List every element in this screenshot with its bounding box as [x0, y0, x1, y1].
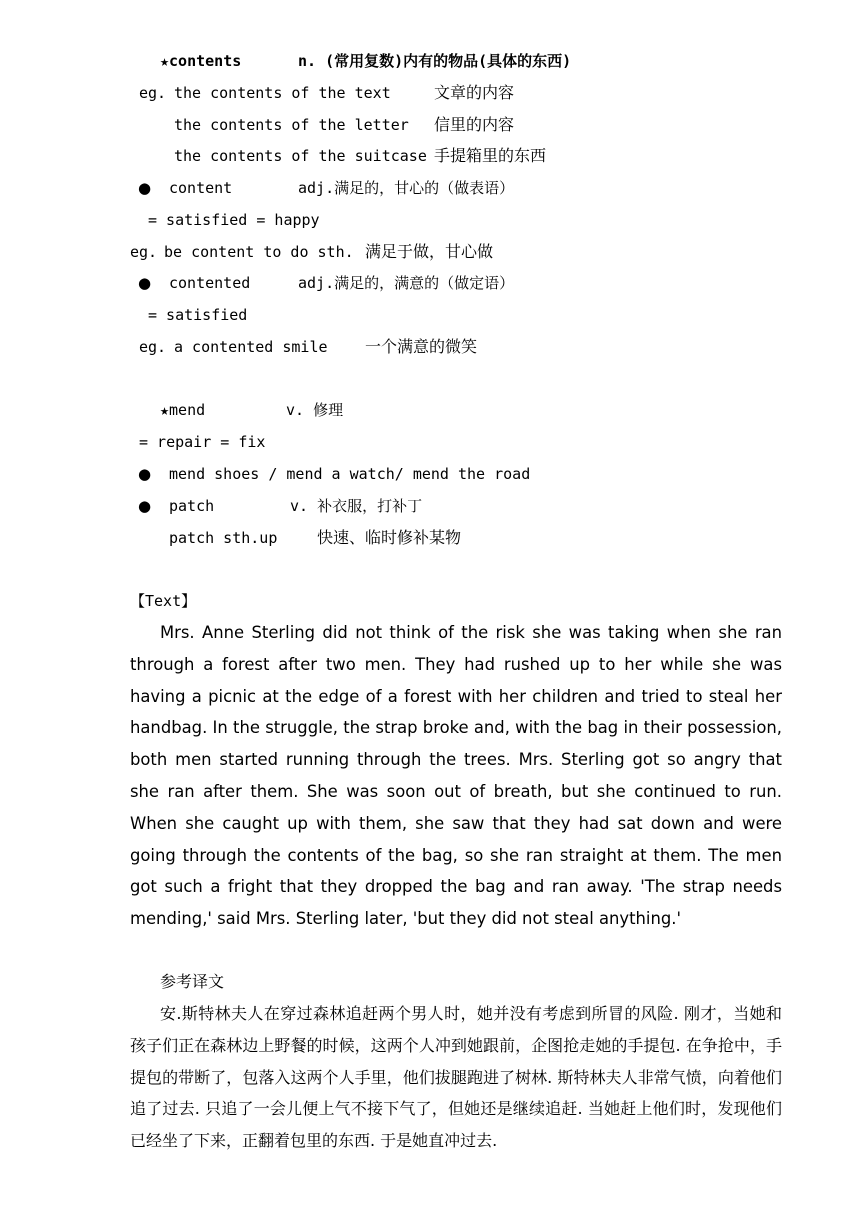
- example-en: the contents of the text: [174, 84, 391, 102]
- section-heading-text: 【Text】: [130, 592, 197, 610]
- example-en: a contented smile: [174, 338, 328, 356]
- text-paragraph: Mrs. Anne Sterling did not think of the risk she was taking when she ran through a forest after two men. They had rushed up to her while she was having a picnic at the edge of a forest with her children and tried to steal her handbag. In the struggle, the strap broke and, with the bag in their possession, both men started running through the trees. Mrs. Sterling got so angry that she ran after them. She was soon out of breath, but she continued to run. When she caught up with them, she saw that they had sat down and were going through the contents of the bag, so she ran straight at them. The men got such a fright that they dropped the bag and ran away. 'The strap needs mending,' said Mrs. Sterling later, 'but they did not steal anything.': [130, 623, 782, 929]
- vocab-word-contented: contented: [169, 274, 251, 292]
- bullet-icon: ●: [138, 179, 152, 197]
- example-prefix: eg.: [139, 84, 167, 102]
- example-prefix: eg.: [130, 243, 158, 261]
- vocab-word-patch: patch: [169, 497, 215, 515]
- vocab-pos-contents: n. (常用复数)内有的物品(具体的东西): [298, 52, 572, 70]
- example-prefix: eg.: [139, 338, 167, 356]
- vocab-def-content: adj.满足的，甘心的（做表语）: [298, 179, 515, 197]
- example-cn: 手提箱里的东西: [434, 146, 547, 165]
- example-cn: 文章的内容: [434, 83, 515, 102]
- vocab-word-content: content: [169, 179, 233, 197]
- example-cn: 满足于做，甘心做: [365, 242, 494, 261]
- synonym-line: = satisfied = happy: [148, 211, 320, 229]
- vocab-head-mend: ★mend: [160, 401, 206, 419]
- vocab-def-patch: v. 补衣服，打补丁: [290, 497, 423, 515]
- vocab-def-contented: adj.满足的，满意的（做定语）: [298, 274, 515, 292]
- example-en: be content to do sth.: [164, 243, 354, 261]
- example-cn: 信里的内容: [434, 115, 515, 134]
- synonym-line: = repair = fix: [139, 433, 266, 451]
- bullet-icon: ●: [138, 497, 152, 515]
- bullet-icon: ●: [138, 274, 152, 292]
- vocab-head-contents: ★contents: [160, 52, 242, 70]
- translation-paragraph: 安.斯特林夫人在穿过森林追赶两个男人时，她并没有考虑到所冒的风险. 刚才，当她和孩子们正在森林边上野餐的时候，这两个人冲到她跟前，企图抢走她的手提包. 在争抢中，手提包的带断了，包落入这两个人手里，他们拔腿跑进了树林. 斯特林夫人非常气愤，向着他们追了过去. 只追了一会儿便上气不接下气了，但她还是继续追赶. 当她赶上他们时，发现他们已经坐了下来，正翻着包里的东西. 于是她直冲过去.: [130, 1004, 782, 1151]
- bullet-icon: ●: [138, 465, 152, 483]
- example-cn: 快速、临时修补某物: [317, 528, 462, 547]
- example-cn: 一个满意的微笑: [365, 337, 478, 356]
- section-heading-translation: 参考译文: [160, 972, 225, 991]
- example-en: the contents of the suitcase: [174, 147, 427, 165]
- usage-line: mend shoes / mend a watch/ mend the road: [169, 465, 531, 483]
- example-en: the contents of the letter: [174, 116, 409, 134]
- example-en: patch sth.up: [169, 529, 278, 547]
- synonym-line: = satisfied: [148, 306, 248, 324]
- vocab-pos-mend: v. 修理: [286, 401, 344, 419]
